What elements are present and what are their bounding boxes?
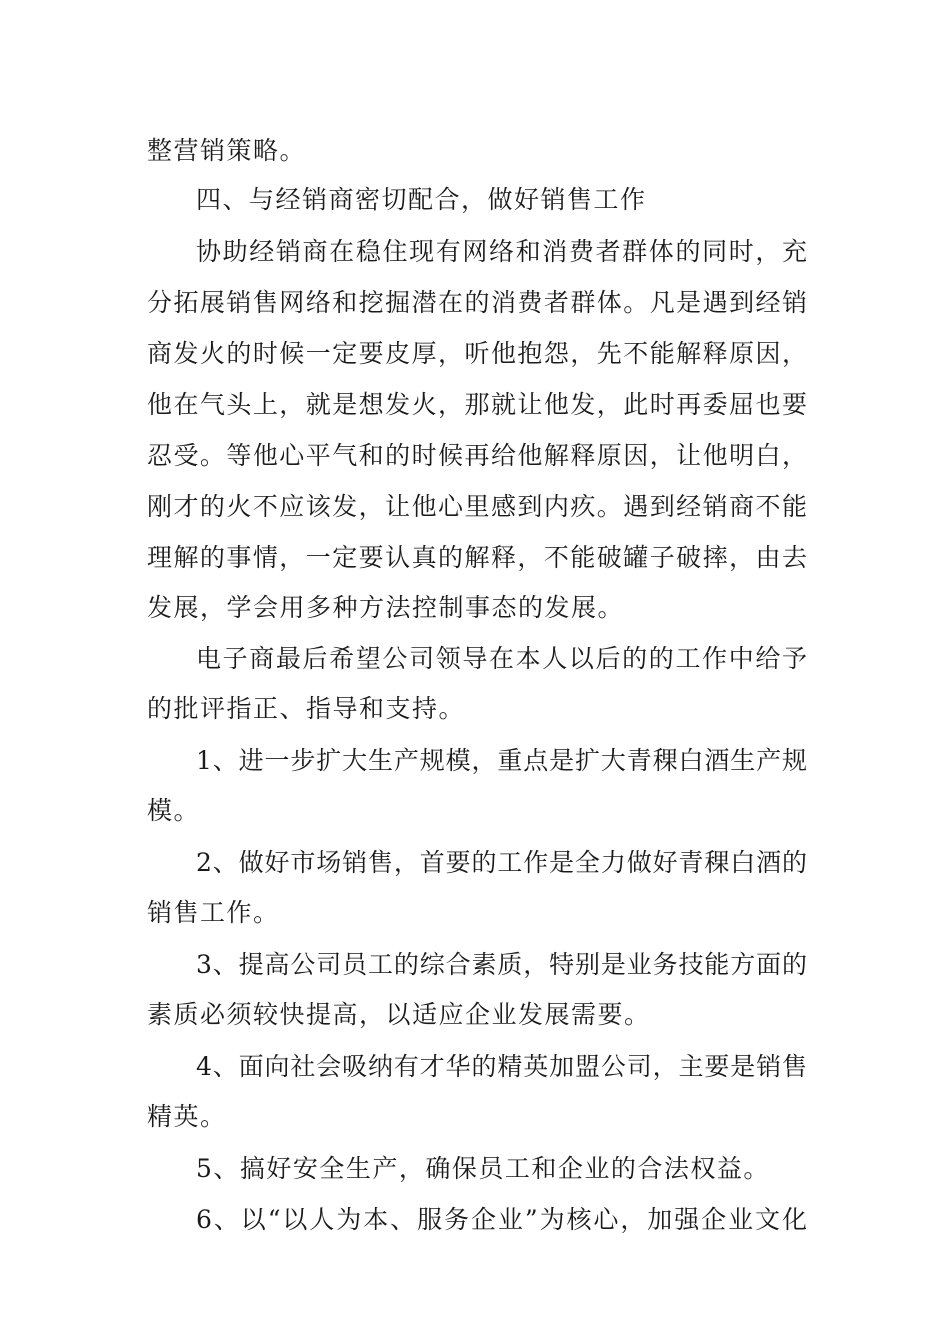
paragraph-line: 协助经销商在稳住现有网络和消费者群体的同时，充: [196, 237, 807, 266]
paragraph-line: 发展，学会用多种方法控制事态的发展。: [147, 593, 625, 622]
section-heading: 四、与经销商密切配合，做好销售工作: [196, 185, 647, 214]
list-item-line: 精英。: [147, 1102, 227, 1131]
list-item-line: 2、做好市场销售，首要的工作是全力做好青稞白酒的: [196, 848, 807, 877]
paragraph-line: 理解的事情，一定要认真的解释，不能破罐子破摔，由去: [147, 543, 807, 572]
paragraph-line: 电子商最后希望公司领导在本人以后的的工作中给予: [196, 644, 807, 673]
list-item-line: 5、搞好安全生产，确保员工和企业的合法权益。: [196, 1154, 770, 1183]
paragraph-line: 商发火的时候一定要皮厚，听他抱怨，先不能解释原因，: [147, 339, 807, 368]
paragraph-line: 忍受。等他心平气和的时候再给他解释原因，让他明白，: [147, 441, 807, 470]
list-item-line: 素质必须较快提高，以适应企业发展需要。: [147, 1000, 651, 1029]
paragraph-line: 整营销策略。: [147, 136, 307, 165]
list-item-line: 销售工作。: [147, 898, 280, 927]
paragraph-line: 的批评指正、指导和支持。: [147, 694, 466, 723]
paragraph-line: 刚才的火不应该发，让他心里感到内疚。遇到经销商不能: [147, 492, 807, 521]
list-item-line: 6、以“以人为本、服务企业”为核心，加强企业文化: [196, 1205, 807, 1234]
paragraph-line: 分拓展销售网络和挖掘潜在的消费者群体。凡是遇到经销: [147, 288, 807, 317]
list-item-line: 3、提高公司员工的综合素质，特别是业务技能方面的: [196, 950, 807, 979]
list-item-line: 1、进一步扩大生产规模，重点是扩大青稞白酒生产规: [196, 746, 807, 775]
list-item-line: 4、面向社会吸纳有才华的精英加盟公司，主要是销售: [196, 1052, 807, 1081]
paragraph-line: 他在气头上，就是想发火，那就让他发，此时再委屈也要: [147, 390, 807, 419]
list-item-line: 模。: [147, 796, 201, 825]
